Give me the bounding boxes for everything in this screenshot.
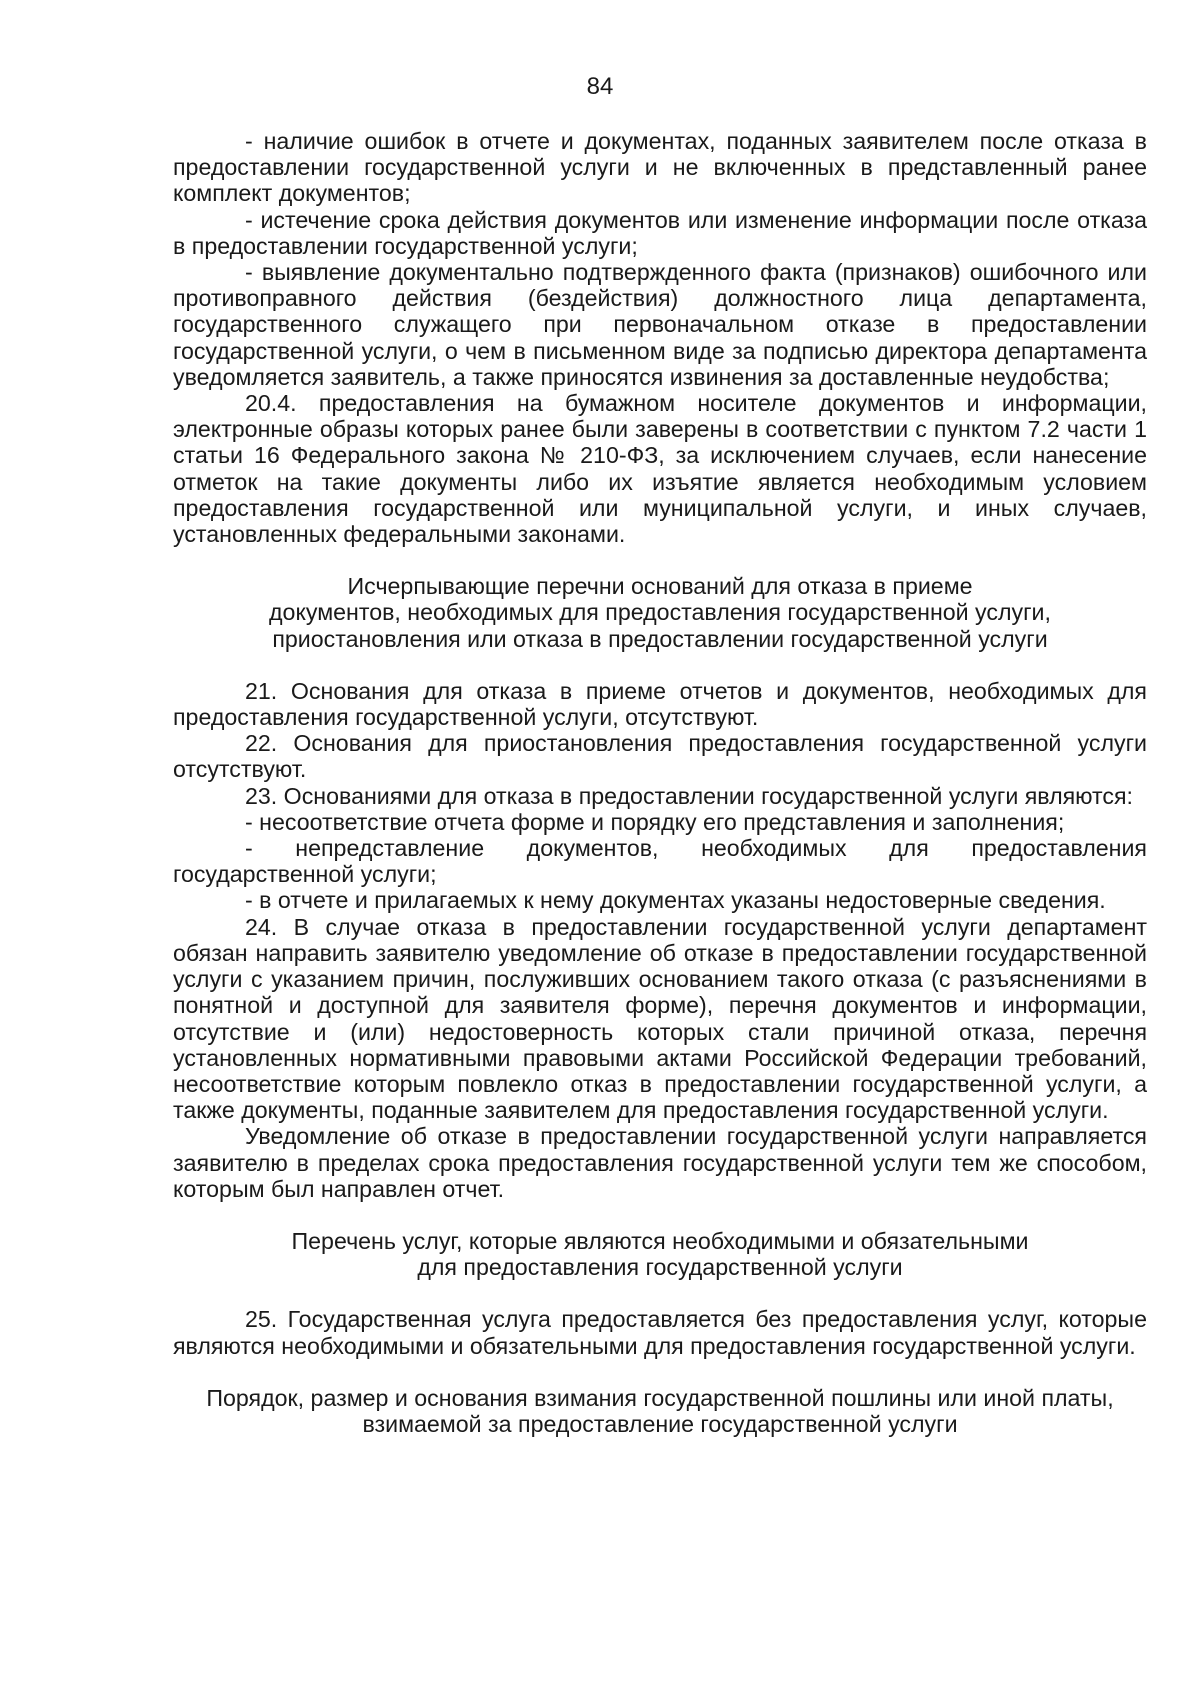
heading-line: Исчерпывающие перечни оснований для отказа в приеме bbox=[347, 573, 973, 600]
paragraph-item: - истечение срока действия документов или изменение информации после отказа в предоставлении государственной услуги; bbox=[173, 206, 1147, 259]
paragraph-22: 22. Основания для приостановления предоставления государственной услуги отсутствуют. bbox=[173, 730, 1147, 783]
paragraph-23: 23. Основаниями для отказа в предоставлении государственной услуги являются: bbox=[245, 782, 1133, 809]
paragraph-item: - несоответствие отчета форме и порядку его представления и заполнения; bbox=[245, 808, 1065, 835]
paragraph-item: - непредставление документов, необходимых для предоставления государственной услуги; bbox=[173, 835, 1147, 888]
paragraph-25: 25. Государственная услуга предоставляется без предоставления услуг, которые являются необходимыми и обязательными для предоставления государственной услуги. bbox=[173, 1306, 1147, 1359]
heading-line: Перечень услуг, которые являются необходимыми и обязательными bbox=[291, 1227, 1029, 1254]
heading-line: взимаемой за предоставление государственной услуги bbox=[362, 1410, 958, 1437]
paragraph-21: 21. Основания для отказа в приеме отчетов и документов, необходимых для предоставления государственной услуги, отсутствуют. bbox=[173, 677, 1147, 731]
paragraph-notification: Уведомление об отказе в предоставлении государственной услуги направляется заявителю в пределах срока предоставления государственной услуги тем же способом, которым был направлен отчет. bbox=[173, 1123, 1147, 1202]
page-number: 84 bbox=[586, 73, 614, 100]
section-heading-required-services bbox=[173, 1228, 1147, 1280]
heading-line: документов, необходимых для предоставления государственной услуги, bbox=[269, 599, 1051, 626]
document-body bbox=[173, 128, 1147, 1437]
section-heading-refusal-grounds bbox=[173, 573, 1147, 652]
paragraph-item: - в отчете и прилагаемых к нему документах указаны недостоверные сведения. bbox=[245, 887, 1106, 914]
heading-line: для предоставления государственной услуги bbox=[417, 1254, 903, 1281]
heading-line: Порядок, размер и основания взимания государственной пошлины или иной платы, bbox=[206, 1384, 1114, 1411]
paragraph-24: 24. В случае отказа в предоставлении государственной услуги департамент обязан направить заявителю уведомление об отказе в предоставлении государственной услуги с указанием причин, послуживших основанием такого отказа (с разъяснениями в понятной и доступной для заявителя форме), перечня документов и информации, отсутствие и (или) недостоверность которых стали причиной отказа, перечня установленных нормативными правовыми актами Российской Федерации требований, несоответствие которым повлекло отказ в предоставлении государственной услуги, а также документы, поданные заявителем для предоставления государственной услуги. bbox=[173, 913, 1147, 1124]
paragraph-20-4: 20.4. предоставления на бумажном носителе документов и информации, электронные образы которых ранее были заверены в соответствии с пунктом 7.2 части 1 статьи 16 Федерального закона № 210-ФЗ, за исключением случаев, если нанесение отметок на такие документы либо их изъятие является необходимым условием предоставления государственной или муниципальной услуги, и иных случаев, установленных федеральными законами. bbox=[173, 390, 1147, 548]
heading-line: приостановления или отказа в предоставлении государственной услуги bbox=[272, 625, 1048, 652]
paragraph-item: - наличие ошибок в отчете и документах, поданных заявителем после отказа в предоставлении государственной услуги и не включенных в представленный ранее комплект документов; bbox=[173, 128, 1147, 207]
section-heading-fees bbox=[173, 1385, 1147, 1437]
paragraph-item: - выявление документально подтвержденного факта (признаков) ошибочного или противоправного действия (бездействия) должностного лица департамента, государственного служащего при первоначальном отказе в предоставлении государственной услуги, о чем в письменном виде за подписью директора департамента уведомляется заявитель, а также приносятся извинения за доставленные неудобства; bbox=[173, 259, 1147, 390]
